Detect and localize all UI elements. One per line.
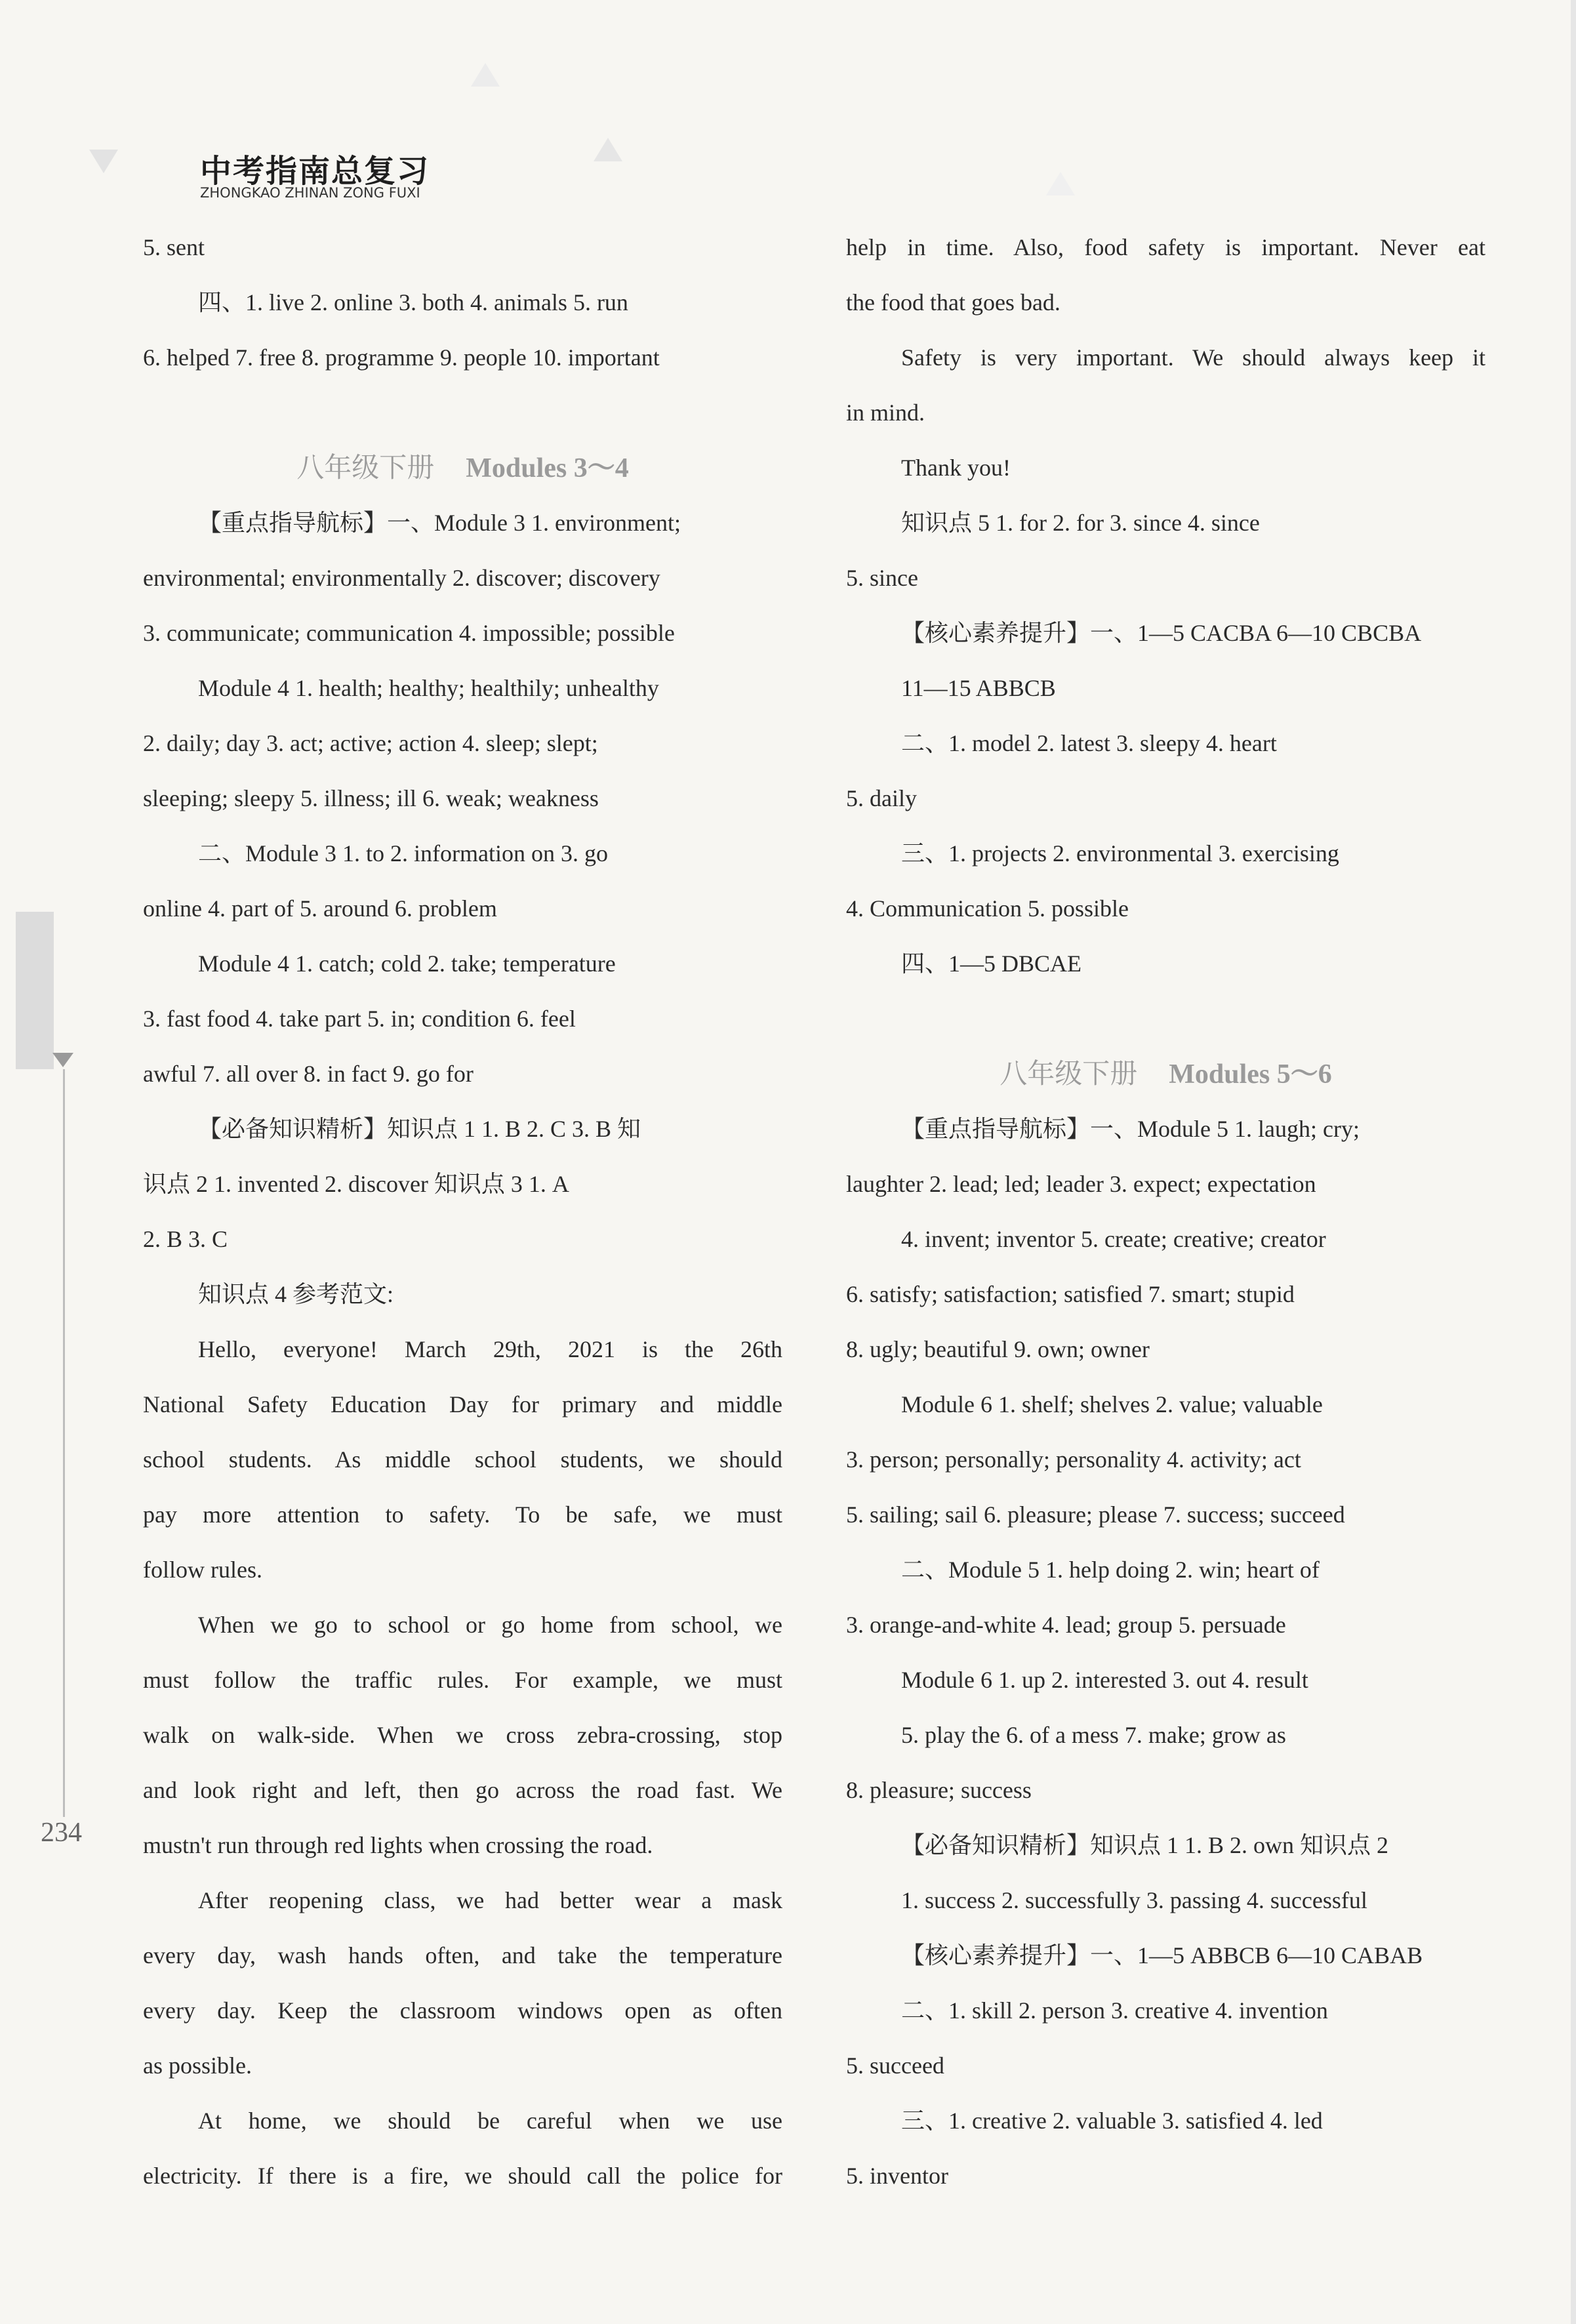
page-number: 234 — [41, 1818, 82, 1848]
section-heading — [143, 440, 782, 495]
text-line: 【核心素养提升】一、1—5 CACBA 6—10 CBCBA — [901, 620, 1422, 646]
text-line: Module 6 1. up 2. interested 3. out 4. result — [901, 1667, 1308, 1693]
text-line: electricity. If there is a fire, we should call the police for — [143, 2163, 782, 2189]
book-subtitle: ZHONGKAO ZHINAN ZONG FUXI — [200, 185, 420, 201]
section-heading-modules: Modules 5～6 — [1169, 1059, 1332, 1090]
text-line: 【重点指导航标】一、Module 5 1. laugh; cry; — [901, 1116, 1360, 1142]
text-line: 四、1—5 DBCAE — [901, 950, 1082, 977]
right-column — [846, 220, 1485, 2203]
text-line: At home, we should be careful when we use — [198, 2108, 782, 2134]
text-line: environmental; environmentally 2. discover; discovery — [143, 565, 660, 591]
text-line: 3. person; personally; personality 4. activity; act — [846, 1446, 1301, 1473]
triangle-decoration-icon — [594, 138, 622, 161]
text-line: 【重点指导航标】一、Module 3 1. environment; — [198, 510, 681, 536]
text-line: Module 4 1. catch; cold 2. take; temperature — [198, 950, 616, 977]
text-line: 二、1. model 2. latest 3. sleepy 4. heart — [901, 730, 1277, 756]
side-rule — [63, 1069, 65, 1817]
text-line: 3. orange-and-white 4. lead; group 5. persuade — [846, 1612, 1286, 1638]
left-column — [143, 220, 782, 2203]
text-line: 【核心素养提升】一、1—5 ABBCB 6—10 CABAB — [901, 1942, 1423, 1968]
text-line: 2. B 3. C — [143, 1226, 228, 1252]
text-line: every day, wash hands often, and take the temperature — [143, 1942, 782, 1968]
text-line: Safety is very important. We should always keep it — [901, 344, 1485, 371]
text-line: National Safety Education Day for primary and middle — [143, 1391, 782, 1417]
text-line: 5. inventor — [846, 2163, 948, 2189]
section-heading-zh: 八年级下册 — [296, 451, 435, 483]
text-line: must follow the traffic rules. For example, we must — [143, 1667, 782, 1693]
text-line: sleeping; sleepy 5. illness; ill 6. weak; weakness — [143, 785, 599, 811]
text-line: Module 6 1. shelf; shelves 2. value; valuable — [901, 1391, 1323, 1417]
text-line: pay more attention to safety. To be safe, we must — [143, 1501, 782, 1528]
text-line: walk on walk-side. When we cross zebra-crossing, stop — [143, 1722, 782, 1748]
text-line: 6. helped 7. free 8. programme 9. people 10. important — [143, 344, 660, 371]
text-line: follow rules. — [143, 1557, 262, 1583]
text-line: 1. success 2. successfully 3. passing 4. successful — [901, 1887, 1367, 1913]
text-line: 5. succeed — [846, 2052, 944, 2079]
triangle-marker-icon — [52, 1053, 73, 1067]
text-line: Hello, everyone! March 29th, 2021 is the 26th — [198, 1336, 782, 1362]
text-line: 6. satisfy; satisfaction; satisfied 7. smart; stupid — [846, 1281, 1295, 1307]
text-line: 二、Module 3 1. to 2. information on 3. go — [198, 840, 608, 866]
text-line: 三、1. projects 2. environmental 3. exercising — [901, 840, 1339, 866]
triangle-decoration-icon — [471, 63, 500, 87]
text-line: 3. fast food 4. take part 5. in; condition 6. feel — [143, 1006, 576, 1032]
triangle-decoration-icon — [89, 150, 118, 173]
text-line: help in time. Also, food safety is important. Never eat — [846, 234, 1485, 260]
text-line: the food that goes bad. — [846, 289, 1061, 316]
section-heading — [846, 1046, 1485, 1101]
text-line: 二、Module 5 1. help doing 2. win; heart of — [901, 1557, 1320, 1583]
text-line: 二、1. skill 2. person 3. creative 4. invention — [901, 1997, 1328, 2024]
text-line: 知识点 5 1. for 2. for 3. since 4. since — [901, 510, 1260, 536]
section-heading-modules: Modules 3～4 — [466, 453, 629, 483]
text-line: 4. invent; inventor 5. create; creative; creator — [901, 1226, 1326, 1252]
text-line: 3. communicate; communication 4. impossible; possible — [143, 620, 675, 646]
book-title: 中考指南总复习 — [200, 153, 430, 190]
text-line: 5. since — [846, 565, 918, 591]
text-line: 【必备知识精析】知识点 1 1. B 2. C 3. B 知 — [198, 1116, 641, 1142]
text-line: and look right and left, then go across the road fast. We — [143, 1777, 782, 1803]
triangle-decoration-icon — [1046, 172, 1075, 195]
text-line: 【必备知识精析】知识点 1 1. B 2. own 知识点 2 — [901, 1832, 1389, 1858]
text-line: 识点 2 1. invented 2. discover 知识点 3 1. A — [143, 1171, 569, 1197]
text-line: 5. daily — [846, 785, 917, 811]
text-line: school students. As middle school students, we should — [143, 1446, 782, 1473]
text-line: 8. ugly; beautiful 9. own; owner — [846, 1336, 1150, 1362]
text-line: mustn't run through red lights when crossing the road. — [143, 1832, 653, 1858]
text-line: 5. sailing; sail 6. pleasure; please 7. success; succeed — [846, 1501, 1345, 1528]
text-line: 四、1. live 2. online 3. both 4. animals 5. run — [198, 289, 628, 316]
text-line: Module 4 1. health; healthy; healthily; unhealthy — [198, 675, 659, 701]
text-line: online 4. part of 5. around 6. problem — [143, 895, 497, 922]
text-line: 5. sent — [143, 234, 205, 260]
page-edge — [1571, 0, 1576, 2324]
text-line: 5. play the 6. of a mess 7. make; grow as — [901, 1722, 1286, 1748]
text-line: laughter 2. lead; led; leader 3. expect; expectation — [846, 1171, 1316, 1197]
text-line: awful 7. all over 8. in fact 9. go for — [143, 1061, 474, 1087]
side-tab — [16, 912, 54, 1069]
text-line: 2. daily; day 3. act; active; action 4. sleep; slept; — [143, 730, 598, 756]
text-line: 三、1. creative 2. valuable 3. satisfied 4. led — [901, 2108, 1323, 2134]
text-line: as possible. — [143, 2052, 252, 2079]
text-line: After reopening class, we had better wear a mask — [198, 1887, 782, 1913]
text-line: every day. Keep the classroom windows open as often — [143, 1997, 782, 2024]
text-line: When we go to school or go home from school, we — [198, 1612, 782, 1638]
section-heading-zh: 八年级下册 — [1000, 1057, 1138, 1090]
text-line: 8. pleasure; success — [846, 1777, 1032, 1803]
text-line: 知识点 4 参考范文: — [198, 1281, 394, 1307]
text-line: Thank you! — [901, 455, 1011, 481]
text-line: in mind. — [846, 399, 925, 426]
text-line: 4. Communication 5. possible — [846, 895, 1129, 922]
text-line: 11—15 ABBCB — [901, 675, 1056, 701]
